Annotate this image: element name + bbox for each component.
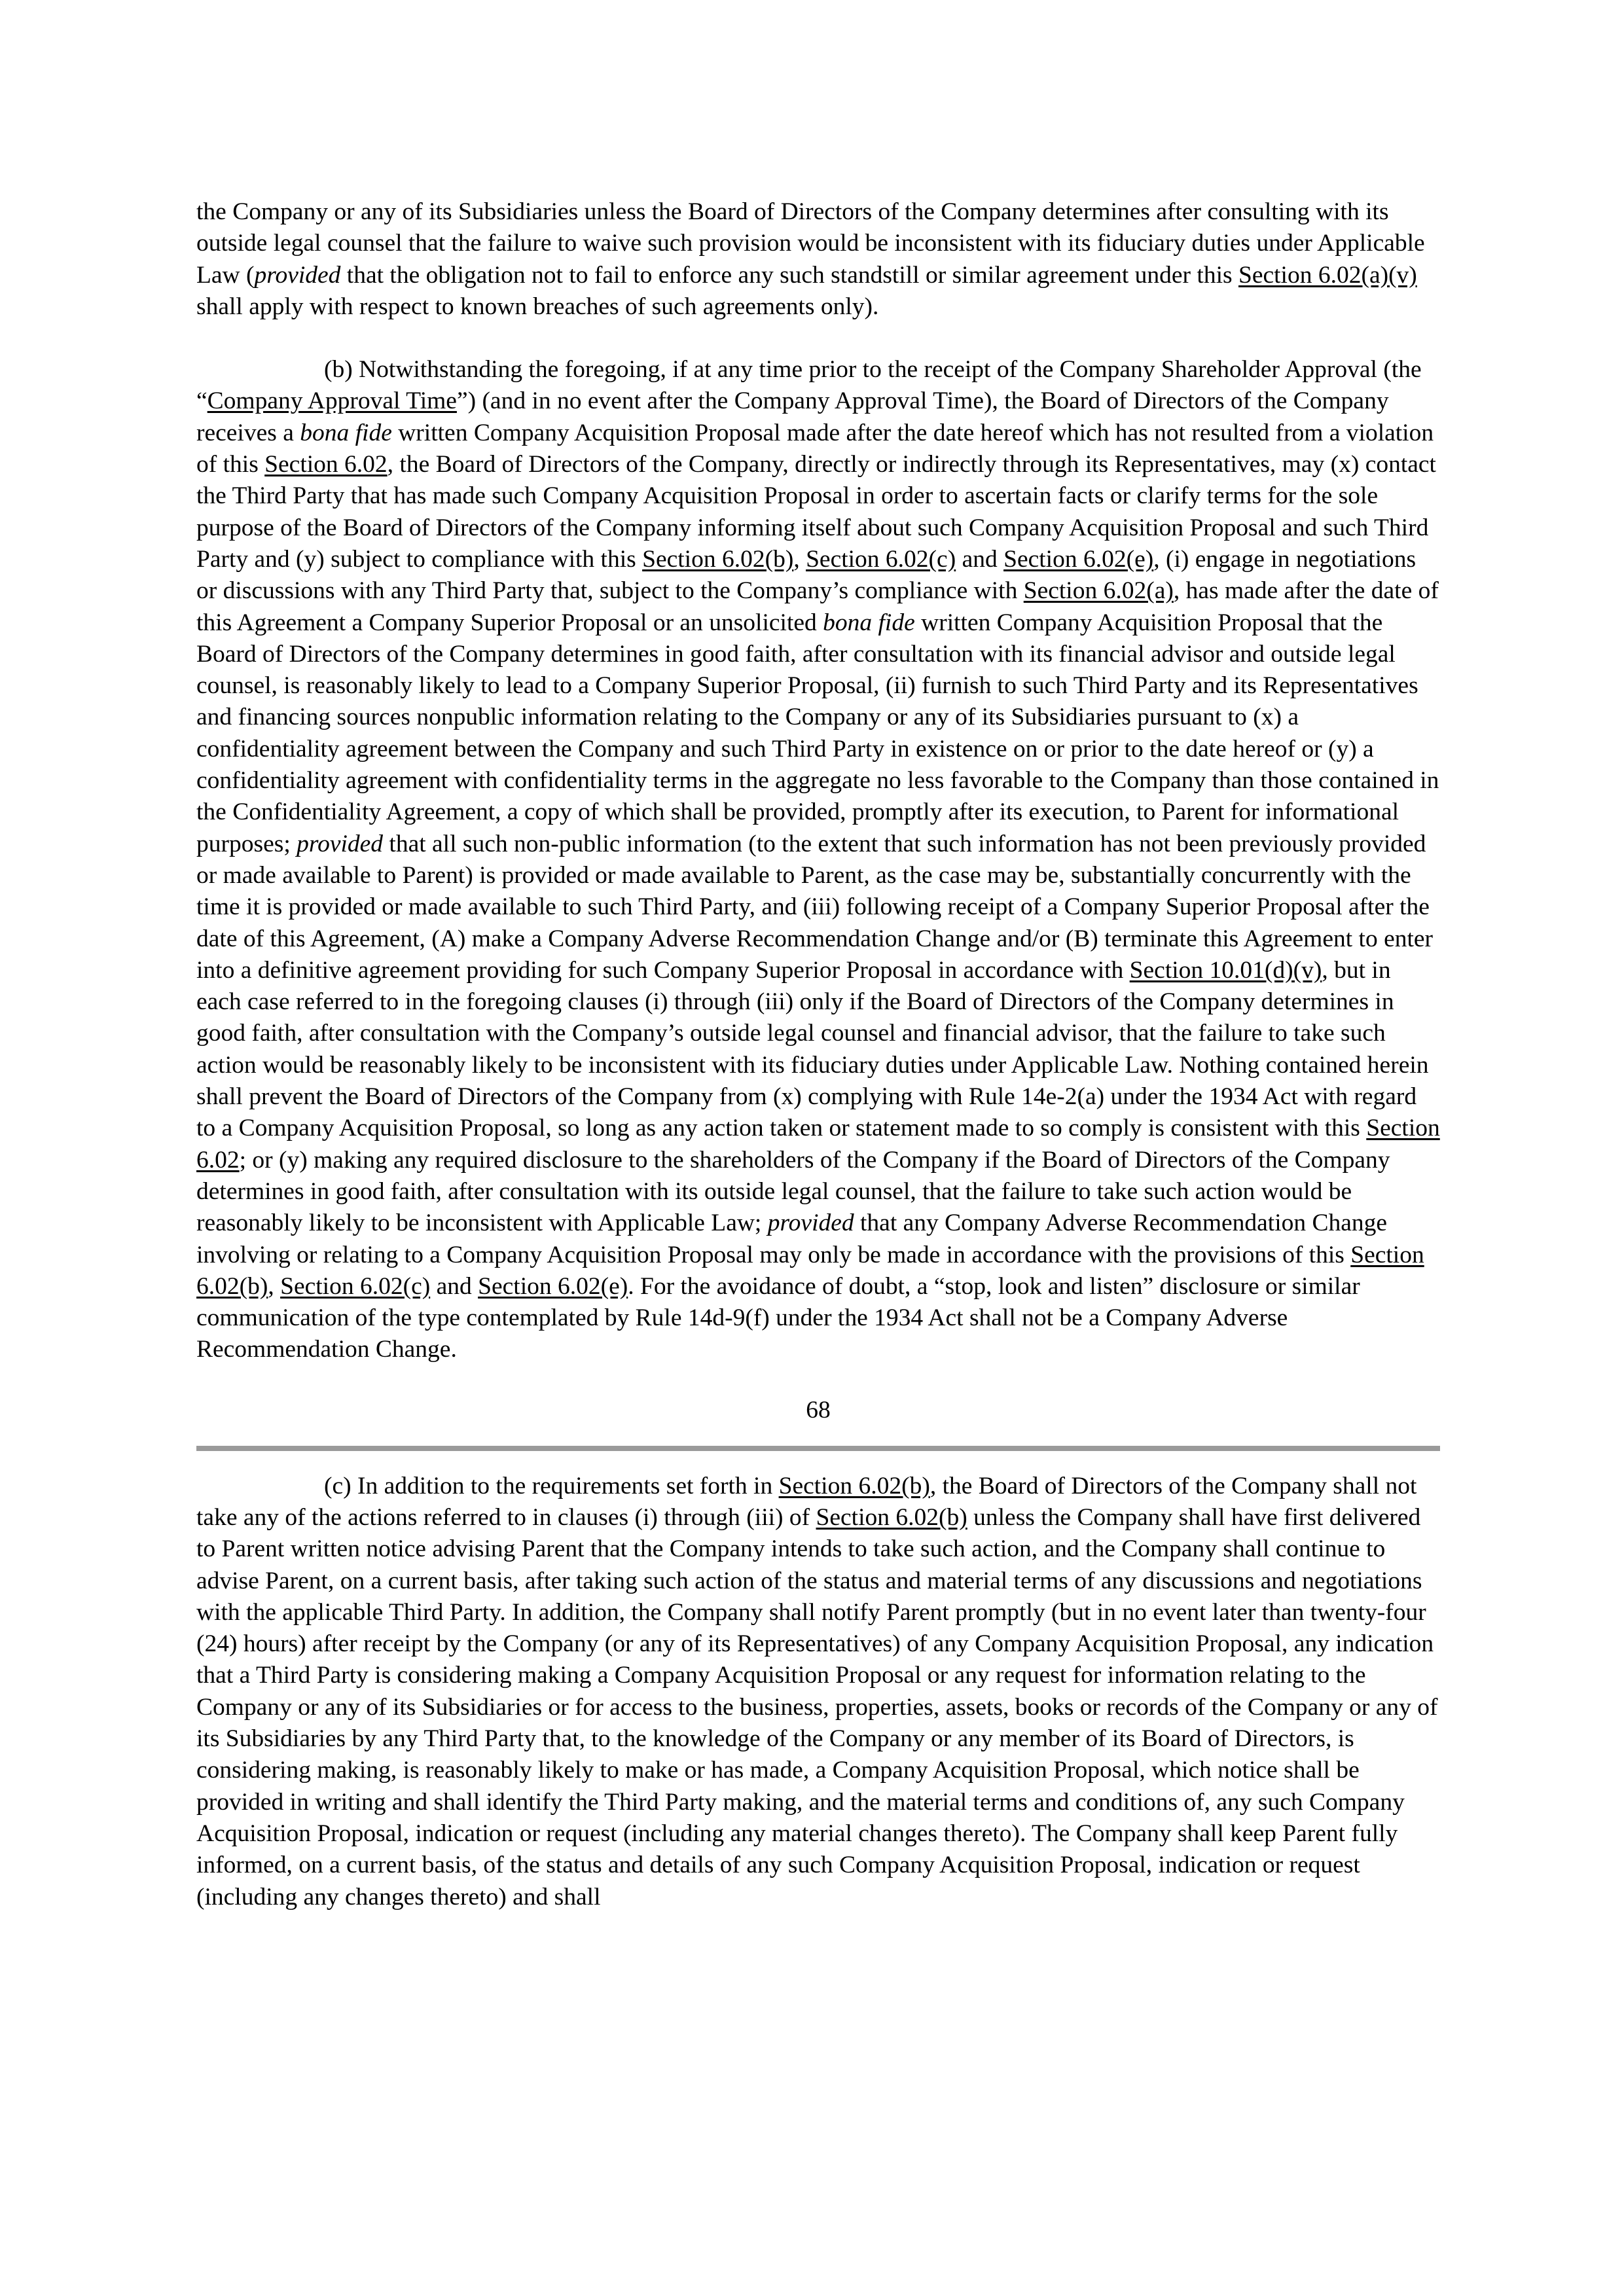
paragraph-b <box>196 354 1440 1366</box>
section-reference-link[interactable]: Section 6.02(e) <box>478 1272 628 1300</box>
text-run: unless the Company shall have first delivered to Parent written notice advising Parent that the Company intends to take such action, and the Company shall continue to advise Parent, on a current basis, after taking such action of the status and material terms of any discussions and negotiations with the applicable Third Party. In addition, the Company shall notify Parent promptly (but in no event later than twenty-four (24) hours) after receipt by the Company (or any of its Representatives) of any Company Acquisition Proposal, any indication that a Third Party is considering making a Company Acquisition Proposal or any request for information relating to the Company or any of its Subsidiaries or for access to the business, properties, assets, books or records of the Company or any of its Subsidiaries by any Third Party that, to the knowledge of the Company or any member of its Board of Directors, is considering making, is reasonably likely to make or has made, a Company Acquisition Proposal, which notice shall be provided in writing and shall identify the Third Party making, and the material terms and conditions of, any such Company Acquisition Proposal, indication or request (including any material changes thereto). The Company shall keep Parent fully informed, on a current basis, of the status and details of any such Company Acquisition Proposal, indication or request (including any changes thereto) and shall <box>196 1503 1438 1910</box>
text-run: . For the avoidance of doubt, a “stop, look and listen” disclosure or similar communication of the type contemplated by Rule 14d-9(f) under the 1934 Act shall not be a Company Adverse Recommendation Change. <box>196 1272 1360 1363</box>
text-run: (c) In addition to the requirements set forth in <box>324 1472 779 1499</box>
section-reference-link[interactable]: Section 6.02(e) <box>1003 545 1154 573</box>
section-reference-link[interactable]: Section 6.02(c) <box>280 1272 431 1300</box>
section-reference-link[interactable]: Section 6.02(b) <box>816 1503 967 1531</box>
text-run: , the Board of Directors of the Company, directly or indirectly through its Representatives, may (x) contact the Third Party that has made such Company Acquisition Proposal in order to ascertain facts or clarify terms for the sole purpose of the Board of Directors of the Company informing itself about such Company Acquisition Proposal and such Third Party and (y) subject to compliance with this <box>196 451 1436 573</box>
section-reference-link[interactable]: Section 10.01(d)(v) <box>1129 956 1322 984</box>
section-reference-link[interactable]: Section 6.02(b) <box>196 1241 1424 1300</box>
paragraph-a-continuation <box>196 196 1440 323</box>
text-run: , <box>793 545 806 573</box>
section-reference-link[interactable]: Section 6.02(a) <box>1023 577 1174 605</box>
paragraph-c <box>196 1471 1440 1913</box>
text-run: shall apply with respect to known breaches of such agreements only). <box>196 293 879 320</box>
text-run: (b) Notwithstanding the foregoing, if at any time prior to the receipt of the Company Shareholder Approval (the “ <box>196 356 1422 415</box>
text-run: the Company or any of its Subsidiaries unless the Board of Directors of the Company determines after consulting with its outside legal counsel that the failure to waive such provision would be inconsistent with its fiduciary duties under Applicable Law ( <box>196 198 1425 289</box>
text-run: and <box>956 545 1004 573</box>
text-run: that all such non-public information (to the extent that such information has not been previously provided or made available to Parent) is provided or made available to Parent, as the case may be, substantially concurrently with the time it is provided or made available to such Third Party, and (iii) following receipt of a Company Superior Proposal after the date of this Agreement, (A) make a Company Adverse Recommendation Change and/or (B) terminate this Agreement to enter into a definitive agreement providing for such Company Superior Proposal in accordance with <box>196 830 1434 984</box>
text-run: , has made after the date of this Agreement a Company Superior Proposal or an unsolicited <box>196 577 1439 636</box>
section-reference-link[interactable]: Section 6.02(a)(v) <box>1238 261 1417 289</box>
text-run: , but in each case referred to in the foregoing clauses (i) through (iii) only if the Board of Directors of the Company determines in good faith, after consultation with the Company’s outside legal counsel and financial advisor, that the failure to take such action would be reasonably likely to be inconsistent with its fiduciary duties under Applicable Law. Nothing contained herein shall prevent the Board of Directors of the Company from (x) complying with Rule 14e-2(a) under the 1934 Act with regard to a Company Acquisition Proposal, so long as any action taken or statement made to so comply is consistent with this <box>196 956 1429 1142</box>
text-run: written Company Acquisition Proposal made after the date hereof which has not resulted from a violation of this <box>196 419 1434 478</box>
page-break-divider <box>196 1446 1440 1451</box>
section-reference-link[interactable]: Section 6.02 <box>196 1115 1440 1174</box>
text-run: , (i) engage in negotiations or discussions with any Third Party that, subject to the Company’s compliance with <box>196 545 1416 605</box>
text-run: ”) (and in no event after the Company Approval Time), the Board of Directors of the Company receives a <box>196 387 1389 446</box>
page-number: 68 <box>806 1396 831 1424</box>
section-reference-link[interactable]: Section 6.02(c) <box>806 545 956 573</box>
text-run: , <box>268 1272 281 1300</box>
section-reference-link[interactable]: Section 6.02(b) <box>778 1472 930 1499</box>
text-run: that any Company Adverse Recommendation Change involving or relating to a Company Acquisition Proposal may only be made in accordance with the provisions of this <box>196 1210 1388 1268</box>
text-run: written Company Acquisition Proposal that the Board of Directors of the Company determines in good faith, after consultation with its financial advisor and outside legal counsel, is reasonably likely to lead to a Company Superior Proposal, (ii) furnish to such Third Party and its Representatives and financing sources nonpublic information relating to the Company or any of its Subsidiaries pursuant to (x) a confidentiality agreement between the Company and such Third Party in existence on or prior to the date hereof or (y) a confidentiality agreement with confidentiality terms in the aggregate no less favorable to the Company than those contained in the Confidentiality Agreement, a copy of which shall be provided, promptly after its execution, to Parent for informational purposes; <box>196 609 1439 857</box>
text-run: and <box>430 1272 478 1300</box>
text-run: ; or (y) making any required disclosure to the shareholders of the Company if the Board of Directors of the Company determines in good faith, after consultation with its outside legal counsel, that the failure to take such action would be reasonably likely to be inconsistent with Applicable Law; <box>196 1146 1390 1237</box>
section-reference-link[interactable]: Section 6.02 <box>264 451 388 478</box>
text-run: , the Board of Directors of the Company shall not take any of the actions referred to in clauses (i) through (iii) of <box>196 1472 1417 1531</box>
document-page <box>196 196 1440 1913</box>
italic-term: provided <box>767 1210 854 1237</box>
defined-term: Company Approval Time <box>207 387 457 415</box>
italic-term: provided <box>254 261 341 289</box>
text-run: that the obligation not to fail to enforce any such standstill or similar agreement under this <box>340 261 1238 289</box>
section-reference-link[interactable]: Section 6.02(b) <box>642 545 794 573</box>
italic-term: provided <box>297 830 384 857</box>
italic-term: bona fide <box>823 609 915 636</box>
italic-term: bona fide <box>300 419 392 446</box>
